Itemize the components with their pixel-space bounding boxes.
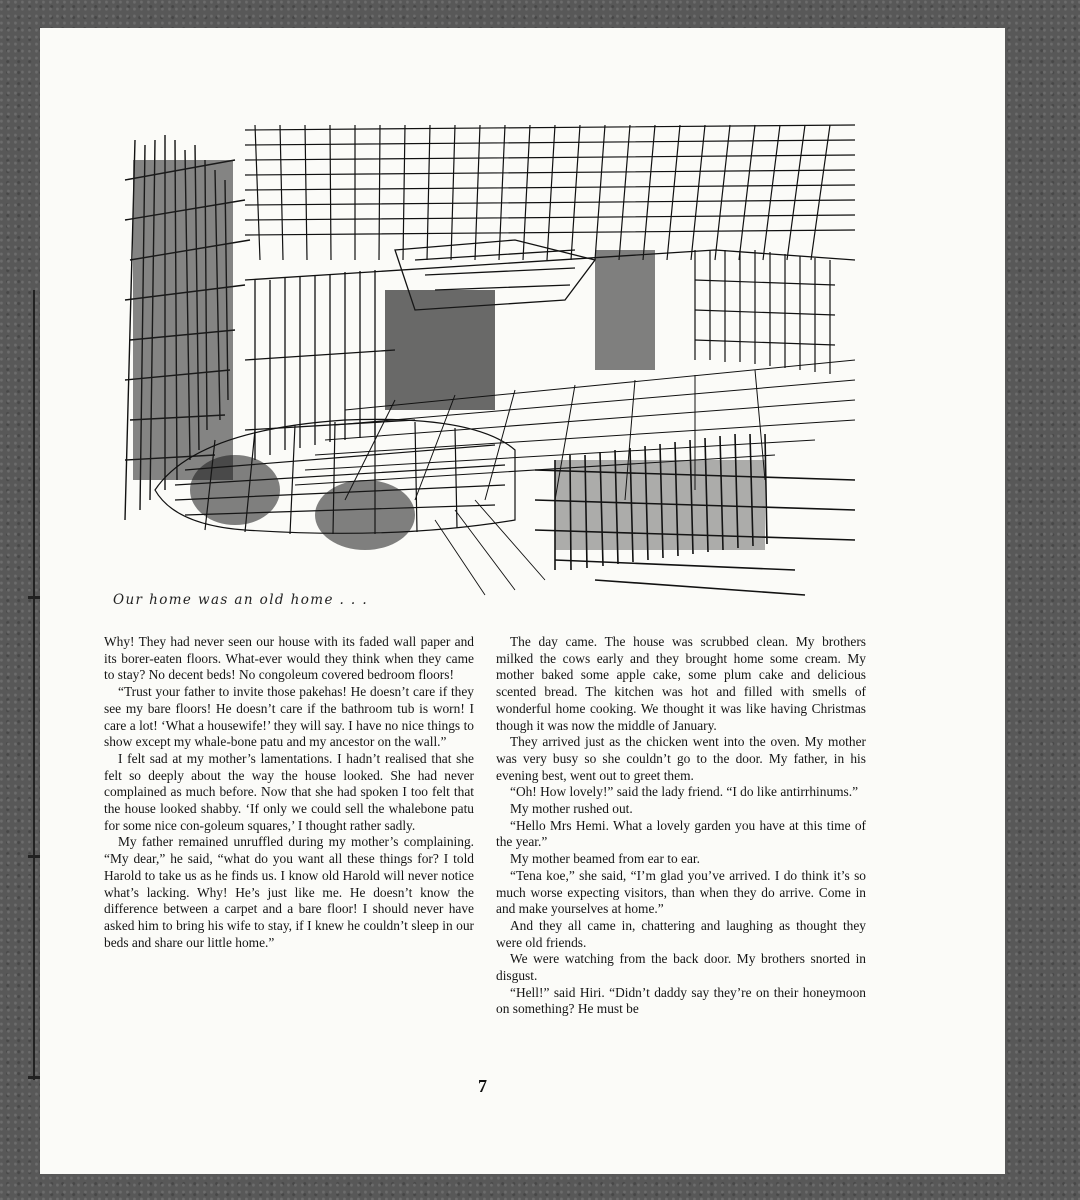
paragraph: “Hello Mrs Hemi. What a lovely garden you have at this time of the year.” <box>496 817 866 850</box>
binding-tick <box>28 596 40 599</box>
text-column-right <box>496 634 866 1018</box>
paragraph: They arrived just as the chicken went into the oven. My mother was very busy so she couldn’t go to the door. My father, in his evening best, went out to greet them. <box>496 734 866 783</box>
binding-rule <box>33 290 35 1080</box>
paragraph: “Oh! How lovely!” said the lady friend. “I do like antirrhinums.” <box>510 784 859 800</box>
paragraph: “Trust your father to invite those pakehas! He doesn’t care if they see my bare floors! He doesn’t care if the bathroom tub is worn! I care a lot! ‘What a housewife!’ they will say. I have no nice things to show except my whale-bone patu and my ancestor on the wall.” <box>104 684 474 750</box>
page-number: 7 <box>478 1076 487 1096</box>
paragraph: I felt sad at my mother’s lamentations. I hadn’t realised that she felt so deeply about the way the house looked. She had never complained as much before. Now that she had spoken I too felt that the house looked shabby. ‘If only we could sell the whalebone patu for some nice con-goleum squares,’ I thought rather sadly. <box>104 750 474 833</box>
paragraph: My mother rushed out. <box>510 801 633 817</box>
paragraph: My mother beamed from ear to ear. <box>510 851 700 867</box>
paragraph: Why! They had never seen our house with its faded wall paper and its borer-eaten floors. What-ever would they think when they came to stay? No decent beds! No congoleum covered bedroom floors! <box>104 634 474 683</box>
text-column-left <box>104 634 474 951</box>
paragraph: “Tena koe,” she said, “I’m glad you’ve arrived. I do think it’s so much worse expecting visitors, than when they do arrive. Come in and make yourselves at home.” <box>496 867 866 917</box>
paragraph: My father remained unruffled during my mother’s complaining. “My dear,” he said, “what do you want all these things for? I told Harold to take us as he finds us. I know old Harold will never notice what’s lacking. Why! He’s just like me. He doesn’t know the difference between a carpet and a bare floor! I should never have asked him to bring his wife to stay, if I knew he couldn’t sleep in our beds and share our little home.” <box>104 834 474 950</box>
paragraph: We were watching from the back door. My brothers snorted in disgust. <box>496 951 866 984</box>
illustration-caption: Our home was an old home . . . <box>113 592 369 608</box>
binding-tick <box>28 1076 40 1079</box>
binding-tick <box>28 855 40 858</box>
paragraph: The day came. The house was scrubbed clean. My brothers milked the cows early and they brought home some cream. My mother baked some apple cake, some plum cake and delicious scented bread. The kitchen was hot and filled with smells of wonderful home cooking. We thought it was like having Christmas though it was now the middle of January. <box>496 634 866 733</box>
paragraph: And they all came in, chattering and laughing as thought they were old friends. <box>496 917 866 950</box>
paragraph: “Hell!” said Hiri. “Didn’t daddy say they’re on their honeymoon on something? He must be <box>496 984 866 1017</box>
house-sketch-illustration <box>95 100 875 600</box>
